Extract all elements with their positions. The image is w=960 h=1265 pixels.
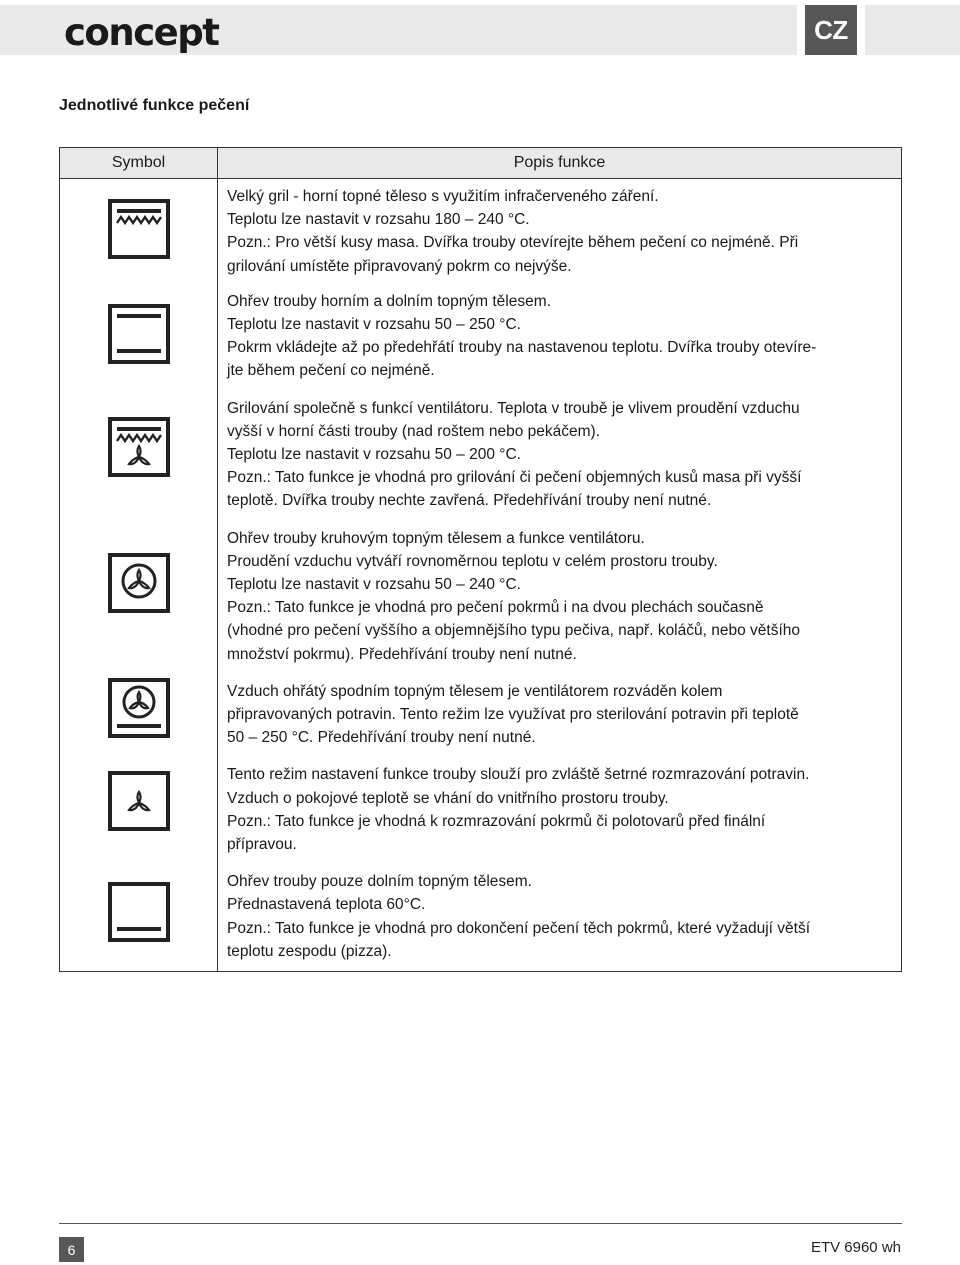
description-line: Vzduch ohřátý spodním topným tělesem je ventilátorem rozváděn kolem xyxy=(227,682,723,700)
description-line: přípravou. xyxy=(227,836,297,854)
table-header-row xyxy=(60,148,902,179)
description-line: Teplotu lze nastavit v rozsahu 50 – 250 °C. xyxy=(227,316,521,334)
description-line: Teplotu lze nastavit v rozsahu 50 – 240 °C. xyxy=(227,576,521,594)
brand-logo: concept xyxy=(64,11,219,54)
description-line: Pozn.: Tato funkce je vhodná k rozmrazování pokrmů či polotovarů před finální xyxy=(227,812,766,830)
model-name: ETV 6960 wh xyxy=(810,1239,901,1256)
description-line: Vzduch o pokojové teplotě se vhání do vnitřního prostoru trouby. xyxy=(227,789,669,807)
oven-ring-heater-fan-icon xyxy=(108,553,170,613)
symbol-cell xyxy=(60,676,218,760)
language-badge: CZ xyxy=(805,5,857,55)
column-header-description: Popis funkce xyxy=(218,148,902,179)
oven-bottom-heat-fan-icon xyxy=(108,678,170,738)
section-title: Jednotlivé funkce pečení xyxy=(59,97,250,114)
description-line: Tento režim nastavení funkce trouby slouží pro zvláště šetrné rozmrazování potravin. xyxy=(227,766,810,784)
description-line: Ohřev trouby pouze dolním topným tělesem. xyxy=(227,873,532,891)
oven-defrost-fan-icon xyxy=(108,771,170,831)
description-line: připravovaných potravin. Tento režim lze využívat pro sterilování potravin při teplotě xyxy=(227,706,799,724)
header-bar-end xyxy=(865,5,960,55)
description-line: Ohřev trouby horním a dolním topným tělesem. xyxy=(227,292,551,310)
description-line: jte během pečení co nejméně. xyxy=(227,362,435,380)
table-row xyxy=(60,179,902,286)
page-number: 6 xyxy=(59,1237,84,1262)
table-row xyxy=(60,286,902,393)
description-line: Proudění vzduchu vytváří rovnoměrnou teplotu v celém prostoru trouby. xyxy=(227,552,718,570)
description-cell xyxy=(218,393,902,523)
description-line: Pozn.: Pro větší kusy masa. Dvířka trouby otevírejte během pečení co nejméně. Při xyxy=(227,234,799,252)
symbol-cell xyxy=(60,393,218,523)
description-line: Grilování společně s funkcí ventilátoru. Teplota v troubě je vlivem proudění vzduchu xyxy=(227,399,800,417)
oven-bottom-heat-icon xyxy=(108,882,170,942)
description-line: Pokrm vkládejte až po předehřátí trouby na nastavenou teplotu. Dvířka trouby otevíre- xyxy=(227,339,817,357)
description-cell xyxy=(218,179,902,286)
oven-big-grill-icon xyxy=(108,199,170,259)
symbol-cell xyxy=(60,866,218,971)
description-line: Teplotu lze nastavit v rozsahu 180 – 240 °C. xyxy=(227,211,530,229)
description-line: (vhodné pro pečení vyššího a objemnějšího typu pečiva, např. koláčů, nebo většího xyxy=(227,622,800,640)
description-line: grilování umístěte připravovaný pokrm co nejvýše. xyxy=(227,257,572,275)
description-cell xyxy=(218,759,902,866)
description-line: 50 – 250 °C. Předehřívání trouby není nutné. xyxy=(227,729,536,747)
description-line: Pozn.: Tato funkce je vhodná pro grilování či pečení objemných kusů masa při vyšší xyxy=(227,469,802,487)
description-line: množství pokrmu). Předehřívání trouby není nutné. xyxy=(227,645,577,663)
oven-top-bottom-heat-icon xyxy=(108,304,170,364)
symbol-cell xyxy=(60,523,218,676)
description-line: teplotě. Dvířka trouby nechte zavřená. Předehřívání trouby není nutné. xyxy=(227,492,712,510)
table-row xyxy=(60,676,902,760)
header-bar xyxy=(0,5,797,55)
description-cell xyxy=(218,523,902,676)
description-line: Teplotu lze nastavit v rozsahu 50 – 200 °C. xyxy=(227,446,521,464)
symbol-cell xyxy=(60,286,218,393)
footer-divider xyxy=(59,1223,902,1224)
oven-grill-fan-icon xyxy=(108,417,170,477)
symbol-cell xyxy=(60,179,218,286)
functions-table xyxy=(59,147,902,972)
symbol-cell xyxy=(60,759,218,866)
table-row xyxy=(60,866,902,971)
description-line: Ohřev trouby kruhovým topným tělesem a funkce ventilátoru. xyxy=(227,529,645,547)
description-line: Pozn.: Tato funkce je vhodná pro pečení pokrmů i na dvou plechách současně xyxy=(227,599,764,617)
description-cell xyxy=(218,286,902,393)
description-line: Velký gril - horní topné těleso s využitím infračerveného záření. xyxy=(227,188,659,205)
column-header-symbol: Symbol xyxy=(60,148,218,179)
description-line: vyšší v horní části trouby (nad roštem nebo pekáčem). xyxy=(227,422,601,440)
table-row xyxy=(60,523,902,676)
description-cell xyxy=(218,676,902,760)
description-line: teplotu zespodu (pizza). xyxy=(227,942,392,960)
table-row xyxy=(60,393,902,523)
description-line: Pozn.: Tato funkce je vhodná pro dokončení pečení těch pokrmů, které vyžadují větší xyxy=(227,919,811,937)
description-cell xyxy=(218,866,902,971)
table-row xyxy=(60,759,902,866)
description-line: Přednastavená teplota 60°C. xyxy=(227,896,426,914)
